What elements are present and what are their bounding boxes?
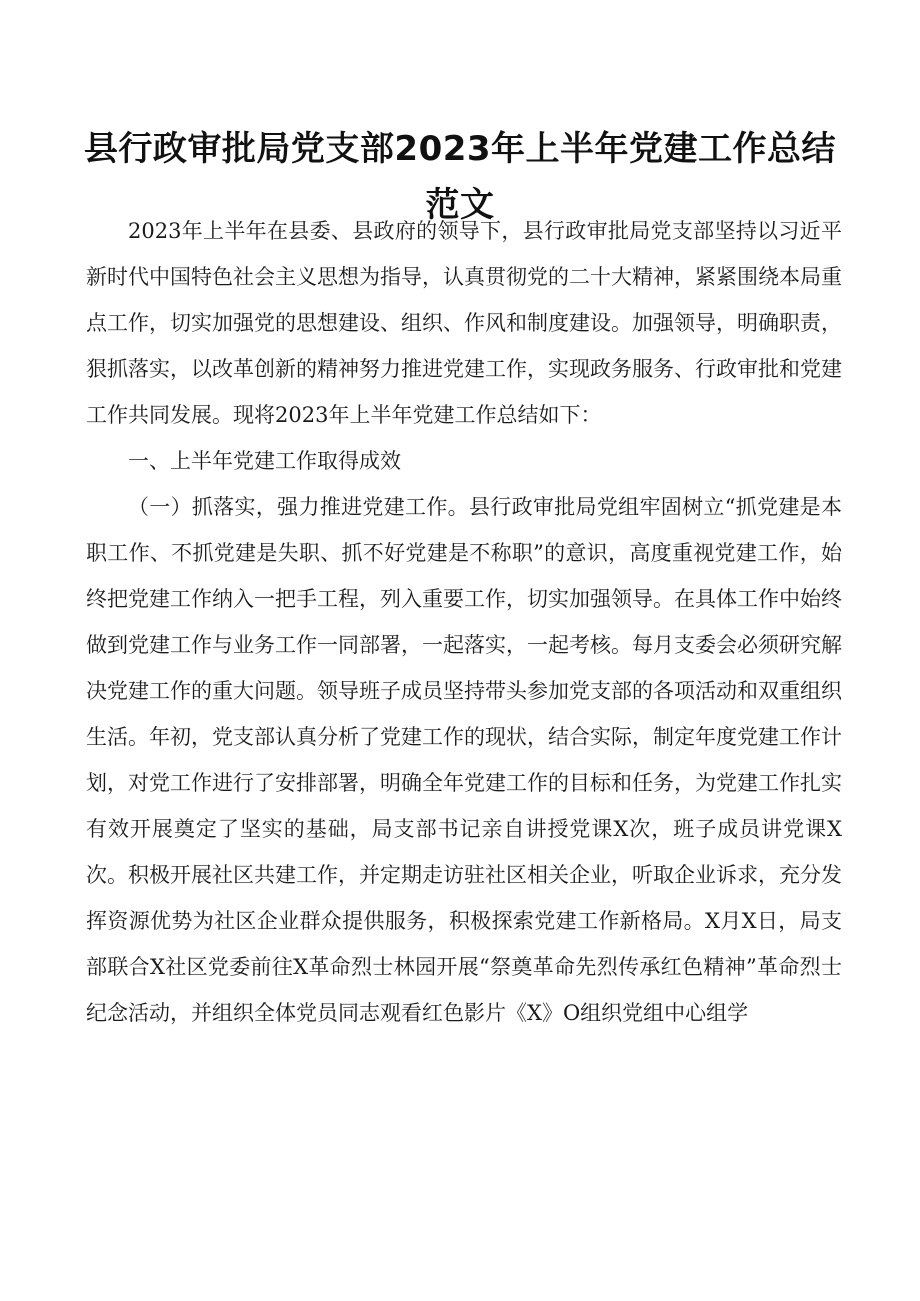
document-body	[86, 208, 842, 1036]
paragraph-section-1-1: （一）抓落实，强力推进党建工作。县行政审批局党组牢固树立“抓党建是本职工作、不抓党建是失职、抓不好党建是不称职”的意识，高度重视党建工作，始终把党建工作纳入一把手工程，列入重要工作，切实加强领导。在具体工作中始终做到党建工作与业务工作一同部署，一起落实，一起考核。每月支委会必须研究解决党建工作的重大问题。领导班子成员坚持带头参加党支部的各项活动和双重组织生活。年初，党支部认真分析了党建工作的现状，结合实际，制定年度党建工作计划，对党工作进行了安排部署，明确全年党建工作的目标和任务，为党建工作扎实有效开展奠定了坚实的基础，局支部书记亲自讲授党课X次，班子成员讲党课X次。积极开展社区共建工作，并定期走访驻社区相关企业，听取企业诉求，充分发挥资源优势为社区企业群众提供服务，积极探索党建工作新格局。X月X日，局支部联合X社区党委前往X革命烈士林园开展“祭奠革命先烈传承红色精神”革命烈士纪念活动，并组织全体党员同志观看红色影片《X》O组织党组中心组学	[86, 495, 842, 1025]
section-heading-1: 一、上半年党建工作取得成效	[128, 449, 401, 473]
paragraph-intro: 2023年上半年在县委、县政府的领导下，县行政审批局党支部坚持以习近平新时代中国特色社会主义思想为指导，认真贯彻党的二十大精神，紧紧围绕本局重点工作，切实加强党的思想建设、组织、作风和制度建设。加强领导，明确职责，狠抓落实，以改革创新的精神努力推进党建工作，实现政务服务、行政审批和党建工作共同发展。现将2023年上半年党建工作总结如下：	[86, 219, 842, 427]
document-title: 县行政审批局党支部2023年上半年党建工作总结范文	[83, 128, 837, 225]
